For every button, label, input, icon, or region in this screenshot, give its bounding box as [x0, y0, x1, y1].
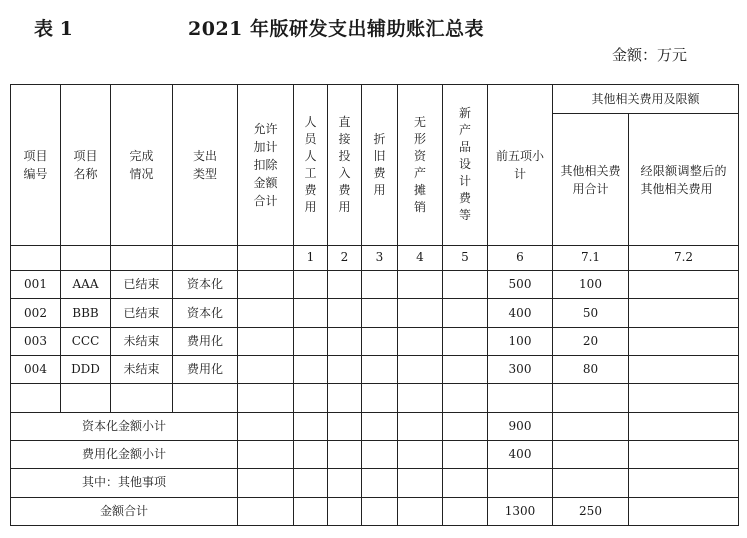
row-name: BBB: [61, 299, 111, 327]
summary-label: 其中：其他事项: [11, 469, 238, 497]
table-row: [11, 327, 739, 355]
header-row-1: [11, 85, 739, 114]
total-row: [11, 497, 739, 525]
table-label: 表 1: [34, 18, 73, 40]
row-other-total: 100: [553, 271, 629, 299]
summary-label: 费用化金额小计: [11, 440, 238, 468]
row-no: 002: [11, 299, 61, 327]
col-number: 7.1: [553, 245, 629, 270]
col-number: 5: [443, 245, 488, 270]
row-status: 已结束: [111, 299, 173, 327]
summary-subtotal: [488, 469, 553, 497]
header-col-71: 其他相关费用合计: [553, 114, 629, 245]
header-project-name: 项目名称: [61, 85, 111, 246]
column-number-row: [11, 245, 739, 270]
col-number: 1: [294, 245, 328, 270]
summary-label: 资本化金额小计: [11, 412, 238, 440]
row-status: 未结束: [111, 327, 173, 355]
row-other-total: 20: [553, 327, 629, 355]
summary-subtotal: 400: [488, 440, 553, 468]
summary-table: [10, 84, 739, 526]
row-type: 资本化: [173, 271, 238, 299]
header-project-no: 项目编号: [11, 85, 61, 246]
summary-other: [553, 440, 629, 468]
header-col-6: 前五项小计: [488, 85, 553, 246]
col-number: 6: [488, 245, 553, 270]
row-other-total: 80: [553, 356, 629, 384]
summary-row: [11, 440, 739, 468]
summary-other: [553, 412, 629, 440]
header-col-3: 折旧费用: [362, 85, 398, 246]
unit-label: 金额：万元: [612, 46, 688, 64]
summary-row: [11, 412, 739, 440]
page-title: 2021 年版研发支出辅助账汇总表: [188, 18, 484, 40]
header-col-4: 无形资产摊销: [398, 85, 443, 246]
col-number: 2: [328, 245, 362, 270]
header-deductible-total: 允许加计扣除金额合计: [238, 85, 294, 246]
table-row: [11, 299, 739, 327]
header-col-72: 经限额调整后的其他相关费用: [629, 114, 739, 245]
header-other-group: 其他相关费用及限额: [553, 85, 739, 114]
col-number: 7.2: [629, 245, 739, 270]
table-row: [11, 271, 739, 299]
total-label: 金额合计: [11, 497, 238, 525]
row-status: 已结束: [111, 271, 173, 299]
summary-row: [11, 469, 739, 497]
row-type: 费用化: [173, 356, 238, 384]
row-type: 资本化: [173, 299, 238, 327]
row-name: CCC: [61, 327, 111, 355]
row-no: 004: [11, 356, 61, 384]
header-col-1: 人员人工费用: [294, 85, 328, 246]
row-no: 003: [11, 327, 61, 355]
header-expense-type: 支出类型: [173, 85, 238, 246]
row-status: 未结束: [111, 356, 173, 384]
header-col-5: 新产品设计费等: [443, 85, 488, 246]
col-number: 4: [398, 245, 443, 270]
table-row-empty: [11, 384, 739, 412]
summary-subtotal: 900: [488, 412, 553, 440]
row-subtotal: 300: [488, 356, 553, 384]
header-col-2: 直接投入费用: [328, 85, 362, 246]
col-number: 3: [362, 245, 398, 270]
total-subtotal: 1300: [488, 497, 553, 525]
total-other: 250: [553, 497, 629, 525]
table-row: [11, 356, 739, 384]
row-other-total: 50: [553, 299, 629, 327]
row-subtotal: 500: [488, 271, 553, 299]
header-status: 完成情况: [111, 85, 173, 246]
row-name: AAA: [61, 271, 111, 299]
row-no: 001: [11, 271, 61, 299]
row-subtotal: 100: [488, 327, 553, 355]
row-type: 费用化: [173, 327, 238, 355]
row-subtotal: 400: [488, 299, 553, 327]
row-name: DDD: [61, 356, 111, 384]
summary-other: [553, 469, 629, 497]
